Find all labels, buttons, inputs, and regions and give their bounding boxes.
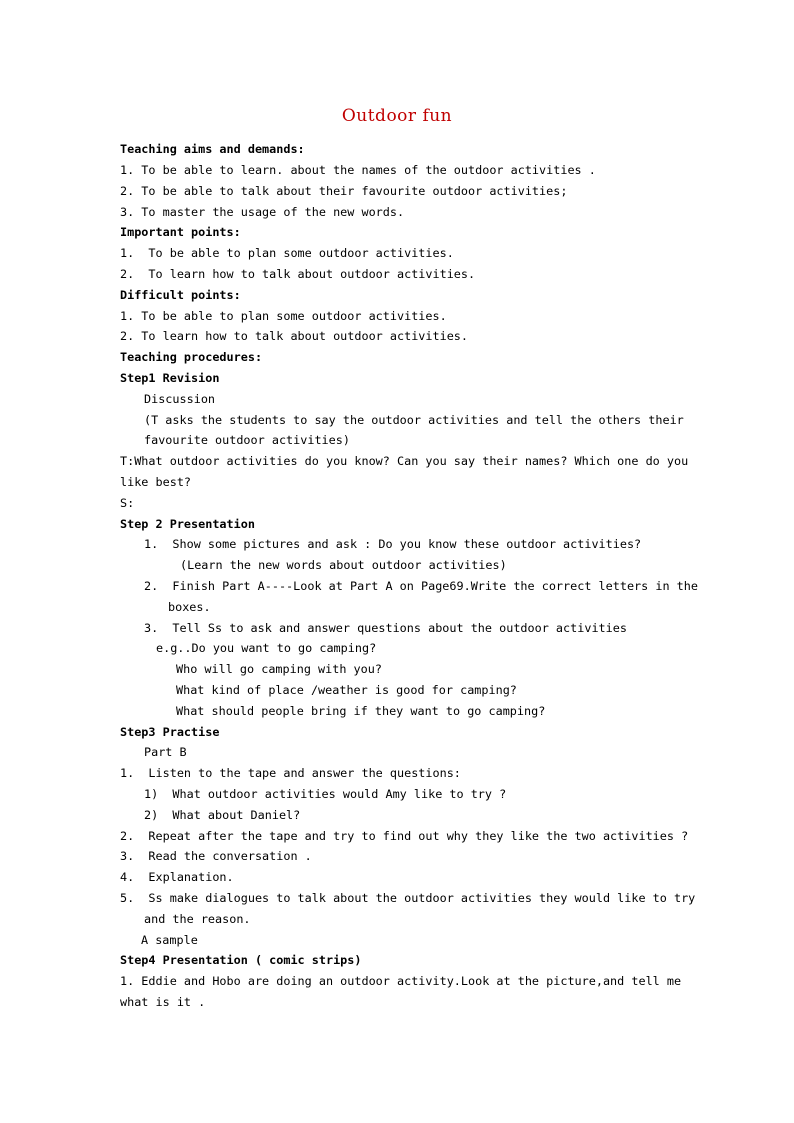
aims-heading: Teaching aims and demands: xyxy=(120,142,305,156)
important-heading: Important points: xyxy=(120,225,241,239)
step2-item: boxes. xyxy=(168,600,211,614)
step3-item: 5. Ss make dialogues to talk about the outdoor activities they would like to try xyxy=(120,891,696,905)
step3-subitem: 1) What outdoor activities would Amy like to try ? xyxy=(144,787,507,801)
step3-item: 2. Repeat after the tape and try to find out why they like the two activities ? xyxy=(120,829,689,843)
aim-item: 1. To be able to learn. about the names of the outdoor activities . xyxy=(120,163,596,177)
step3-item: 1. Listen to the tape and answer the questions: xyxy=(120,766,461,780)
step1-student-line: S: xyxy=(120,496,135,510)
difficult-item: 2. To learn how to talk about outdoor activities. xyxy=(120,329,469,343)
step3-item: and the reason. xyxy=(144,912,251,926)
aim-item: 3. To master the usage of the new words. xyxy=(120,205,405,219)
difficult-heading: Difficult points: xyxy=(120,288,241,302)
step2-example: Who will go camping with you? xyxy=(176,662,382,676)
step2-example: What should people bring if they want to go camping? xyxy=(176,704,546,718)
difficult-item: 1. To be able to plan some outdoor activities. xyxy=(120,309,447,323)
step4-heading: Step4 Presentation ( comic strips) xyxy=(120,953,362,967)
step2-item: 3. Tell Ss to ask and answer questions about the outdoor activities xyxy=(144,621,627,635)
procedures-heading: Teaching procedures: xyxy=(120,350,263,364)
important-item: 1. To be able to plan some outdoor activities. xyxy=(120,246,454,260)
step2-item: (Learn the new words about outdoor activities) xyxy=(180,558,507,572)
step2-item: 2. Finish Part A----Look at Part A on Page69.Write the correct letters in the xyxy=(144,579,698,593)
step1-teacher-line: like best? xyxy=(120,475,192,489)
step3-sample: A sample xyxy=(141,933,198,947)
step3-subitem: 2) What about Daniel? xyxy=(144,808,301,822)
step2-example: e.g..Do you want to go camping? xyxy=(156,641,377,655)
step1-note: (T asks the students to say the outdoor activities and tell the others their xyxy=(144,413,684,427)
step2-item: 1. Show some pictures and ask : Do you know these outdoor activities? xyxy=(144,537,642,551)
step3-part: Part B xyxy=(144,745,187,759)
important-item: 2. To learn how to talk about outdoor activities. xyxy=(120,267,476,281)
step3-heading: Step3 Practise xyxy=(120,725,220,739)
step3-item: 3. Read the conversation . xyxy=(120,849,312,863)
step2-heading: Step 2 Presentation xyxy=(120,517,255,531)
step2-example: What kind of place /weather is good for camping? xyxy=(176,683,517,697)
step1-teacher-line: T:What outdoor activities do you know? Can you say their names? Which one do you xyxy=(120,454,689,468)
aim-item: 2. To be able to talk about their favourite outdoor activities; xyxy=(120,184,568,198)
step1-heading: Step1 Revision xyxy=(120,371,220,385)
step1-note: favourite outdoor activities) xyxy=(144,433,350,447)
step4-item: what is it . xyxy=(120,995,206,1009)
page-title: Outdoor fun xyxy=(341,106,453,126)
step3-item: 4. Explanation. xyxy=(120,870,234,884)
step4-item: 1. Eddie and Hobo are doing an outdoor activity.Look at the picture,and tell me xyxy=(120,974,682,988)
step1-discussion: Discussion xyxy=(144,392,216,406)
